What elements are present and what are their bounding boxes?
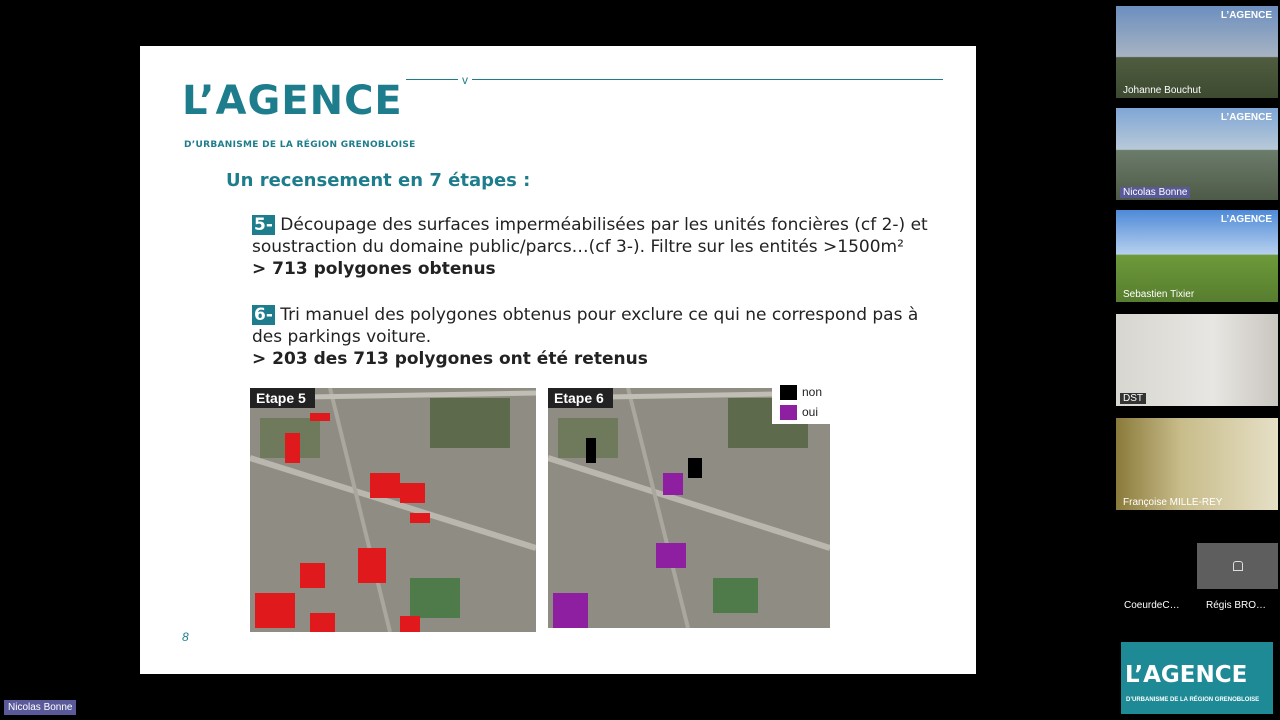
participant-name: DST xyxy=(1120,393,1146,404)
participant-name: Régis BRO… xyxy=(1206,600,1267,611)
map-label: Etape 5 xyxy=(250,388,315,408)
participant-tile[interactable] xyxy=(1116,418,1278,510)
legend-swatch-oui xyxy=(780,405,797,420)
step-6 xyxy=(252,304,952,370)
step-text: Découpage des surfaces imperméabilisées par les unités foncières (cf 2-) et soustraction du domaine public/parcs…(cf 3-). Filtre sur les entités >1500m² xyxy=(252,215,928,257)
participant-name: Johanne Bouchut xyxy=(1123,85,1201,96)
tile-brand: L’AGENCE xyxy=(1220,10,1272,21)
step-5 xyxy=(252,214,952,280)
map-legend xyxy=(772,382,832,424)
participant-tile[interactable] xyxy=(1116,108,1278,200)
step-text: Tri manuel des polygones obtenus pour exclure ce qui ne correspond pas à des parkings voiture. xyxy=(252,305,919,347)
participant-tile-avatar[interactable] xyxy=(1197,543,1278,589)
participant-tile[interactable] xyxy=(1116,314,1278,406)
header-divider xyxy=(406,79,943,80)
step-result: > 203 des 713 polygones ont été retenus xyxy=(252,349,648,369)
aerial-map-image xyxy=(548,388,830,628)
participant-name: Sebastien Tixier xyxy=(1123,289,1195,300)
step-result: > 713 polygones obtenus xyxy=(252,259,496,279)
logo-wordmark: L’AGENCE xyxy=(182,78,403,124)
tile-brand: L’AGENCE xyxy=(1220,214,1272,225)
legend-item xyxy=(772,402,832,422)
legend-swatch-non xyxy=(780,385,797,400)
participant-name: Nicolas Bonne xyxy=(1120,187,1190,198)
tile-brand: L’AGENCE xyxy=(1220,112,1272,123)
step-number: 6- xyxy=(254,305,273,325)
slide-heading: Un recensement en 7 étapes : xyxy=(226,170,531,191)
map-step-5 xyxy=(250,388,536,632)
active-speaker-label: Nicolas Bonne xyxy=(4,700,76,715)
presentation-slide xyxy=(140,46,976,674)
participant-name: CoeurdeC… xyxy=(1124,600,1180,611)
agence-logo-watermark xyxy=(1121,642,1273,714)
logo-subtitle: D’URBANISME DE LA RÉGION GRENOBLOISE xyxy=(184,140,416,150)
logo-wordmark: L’AGENCE xyxy=(1125,662,1248,688)
slide-page-number: 8 xyxy=(182,630,189,644)
legend-item xyxy=(772,382,832,402)
map-step-6 xyxy=(548,388,830,628)
divider-marker: v xyxy=(458,73,472,87)
participant-tile[interactable] xyxy=(1116,6,1278,98)
aerial-map-image xyxy=(250,388,536,632)
logo-subtitle: D’URBANISME DE LA RÉGION GRENOBLOISE xyxy=(1126,697,1260,703)
avatar-icon xyxy=(1233,561,1243,571)
agence-logo xyxy=(182,76,416,156)
legend-label: non xyxy=(802,385,823,399)
participant-tile[interactable] xyxy=(1116,210,1278,302)
legend-label: oui xyxy=(802,405,819,419)
map-label: Etape 6 xyxy=(548,388,613,408)
participant-name: Françoise MILLE-REY xyxy=(1123,497,1223,508)
step-number: 5- xyxy=(254,215,273,235)
